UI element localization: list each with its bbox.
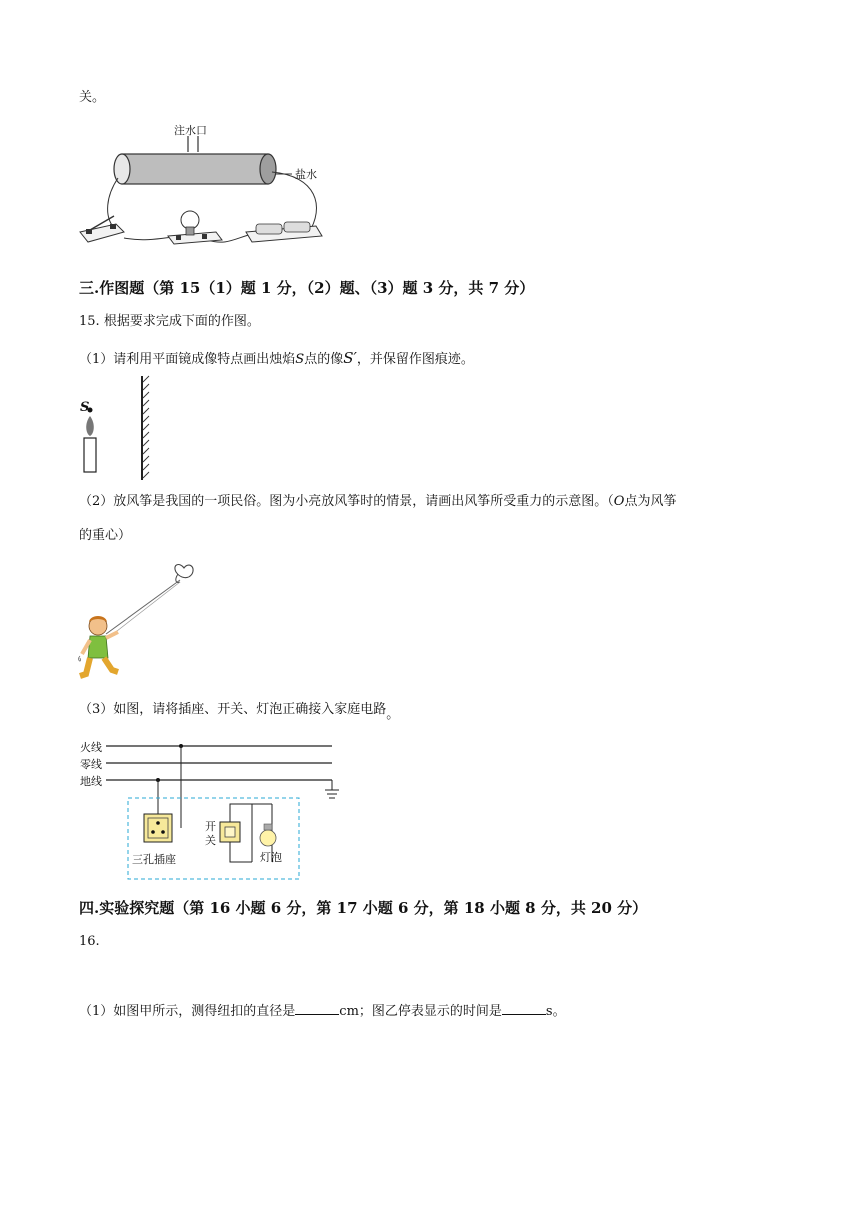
paragraph-fragment: 关。 [79, 90, 106, 105]
q15-part1 [79, 348, 474, 370]
q15-part2-line2: 的重心） [79, 528, 132, 543]
brine-label: 盐水 [295, 168, 317, 181]
q15-part3-text: 如图，请将插座、开关、灯泡正确接入家庭电路 [113, 702, 387, 717]
q15-text: 根据要求完成下面的作图。 [103, 314, 260, 329]
candle-s-label: S [80, 400, 90, 415]
live-wire-label: 火线 [80, 741, 102, 754]
q16-part1-label: （1） [79, 1004, 114, 1019]
socket-label: 三孔插座 [132, 853, 176, 866]
q15-part2-line1 [79, 492, 676, 512]
neutral-wire-label: 零线 [80, 758, 102, 771]
section4-heading: 四.实验探究题（第 16 小题 6 分，第 17 小题 6 分，第 18 小题 8 分，共 20 分） [79, 899, 648, 917]
household-circuit-figure [76, 738, 346, 882]
q15-stem [79, 312, 260, 332]
ground-wire-label: 地线 [80, 775, 102, 788]
section3-heading: 三.作图题（第 15（1）题 1 分，（2）题、（3）题 3 分，共 7 分） [79, 279, 535, 297]
switch-label-2: 关 [205, 834, 216, 847]
time-answer-blank[interactable] [502, 1000, 546, 1015]
q15-part3-period: 。 [386, 707, 400, 722]
q15-part1-text-a: 请利用平面镜成像特点画出烛焰 [113, 352, 296, 367]
kite-figure [76, 560, 200, 684]
q16-part1 [79, 1000, 566, 1022]
q15-part1-text-b: 点的像 [304, 352, 344, 367]
var-o: O [613, 494, 625, 509]
q15-part3 [79, 700, 399, 720]
bulb-label: 灯泡 [260, 851, 282, 864]
q15-part2-text-a: 放风筝是我国的一项民俗。图为小亮放风筝时的情景，请画出风筝所受重力的示意图。（ [113, 494, 614, 509]
q15-part1-text-c: ，并保留作图痕迹。 [356, 352, 474, 367]
mirror-candle-figure [76, 372, 166, 484]
var-s-prime: S′ [343, 349, 357, 367]
q15-part1-label: （1） [79, 352, 114, 367]
switch-label-1: 开 [205, 820, 216, 833]
q16-part1-unit-b: s。 [545, 1004, 566, 1019]
q16-number: 16. [79, 934, 100, 949]
q16-part1-unit-a: cm；图乙停表显示的时间是 [339, 1004, 502, 1019]
q15-number: 15. [79, 314, 100, 329]
diameter-answer-blank[interactable] [295, 1000, 339, 1015]
q15-part2-label: （2） [79, 494, 114, 509]
q16-part1-text-a: 如图甲所示，测得纽扣的直径是 [113, 1004, 296, 1019]
q15-part2-text-b: 点为风筝 [624, 494, 677, 509]
var-s: S [295, 352, 305, 367]
inlet-label: 注水口 [174, 124, 207, 137]
q15-part3-label: （3） [79, 702, 114, 717]
